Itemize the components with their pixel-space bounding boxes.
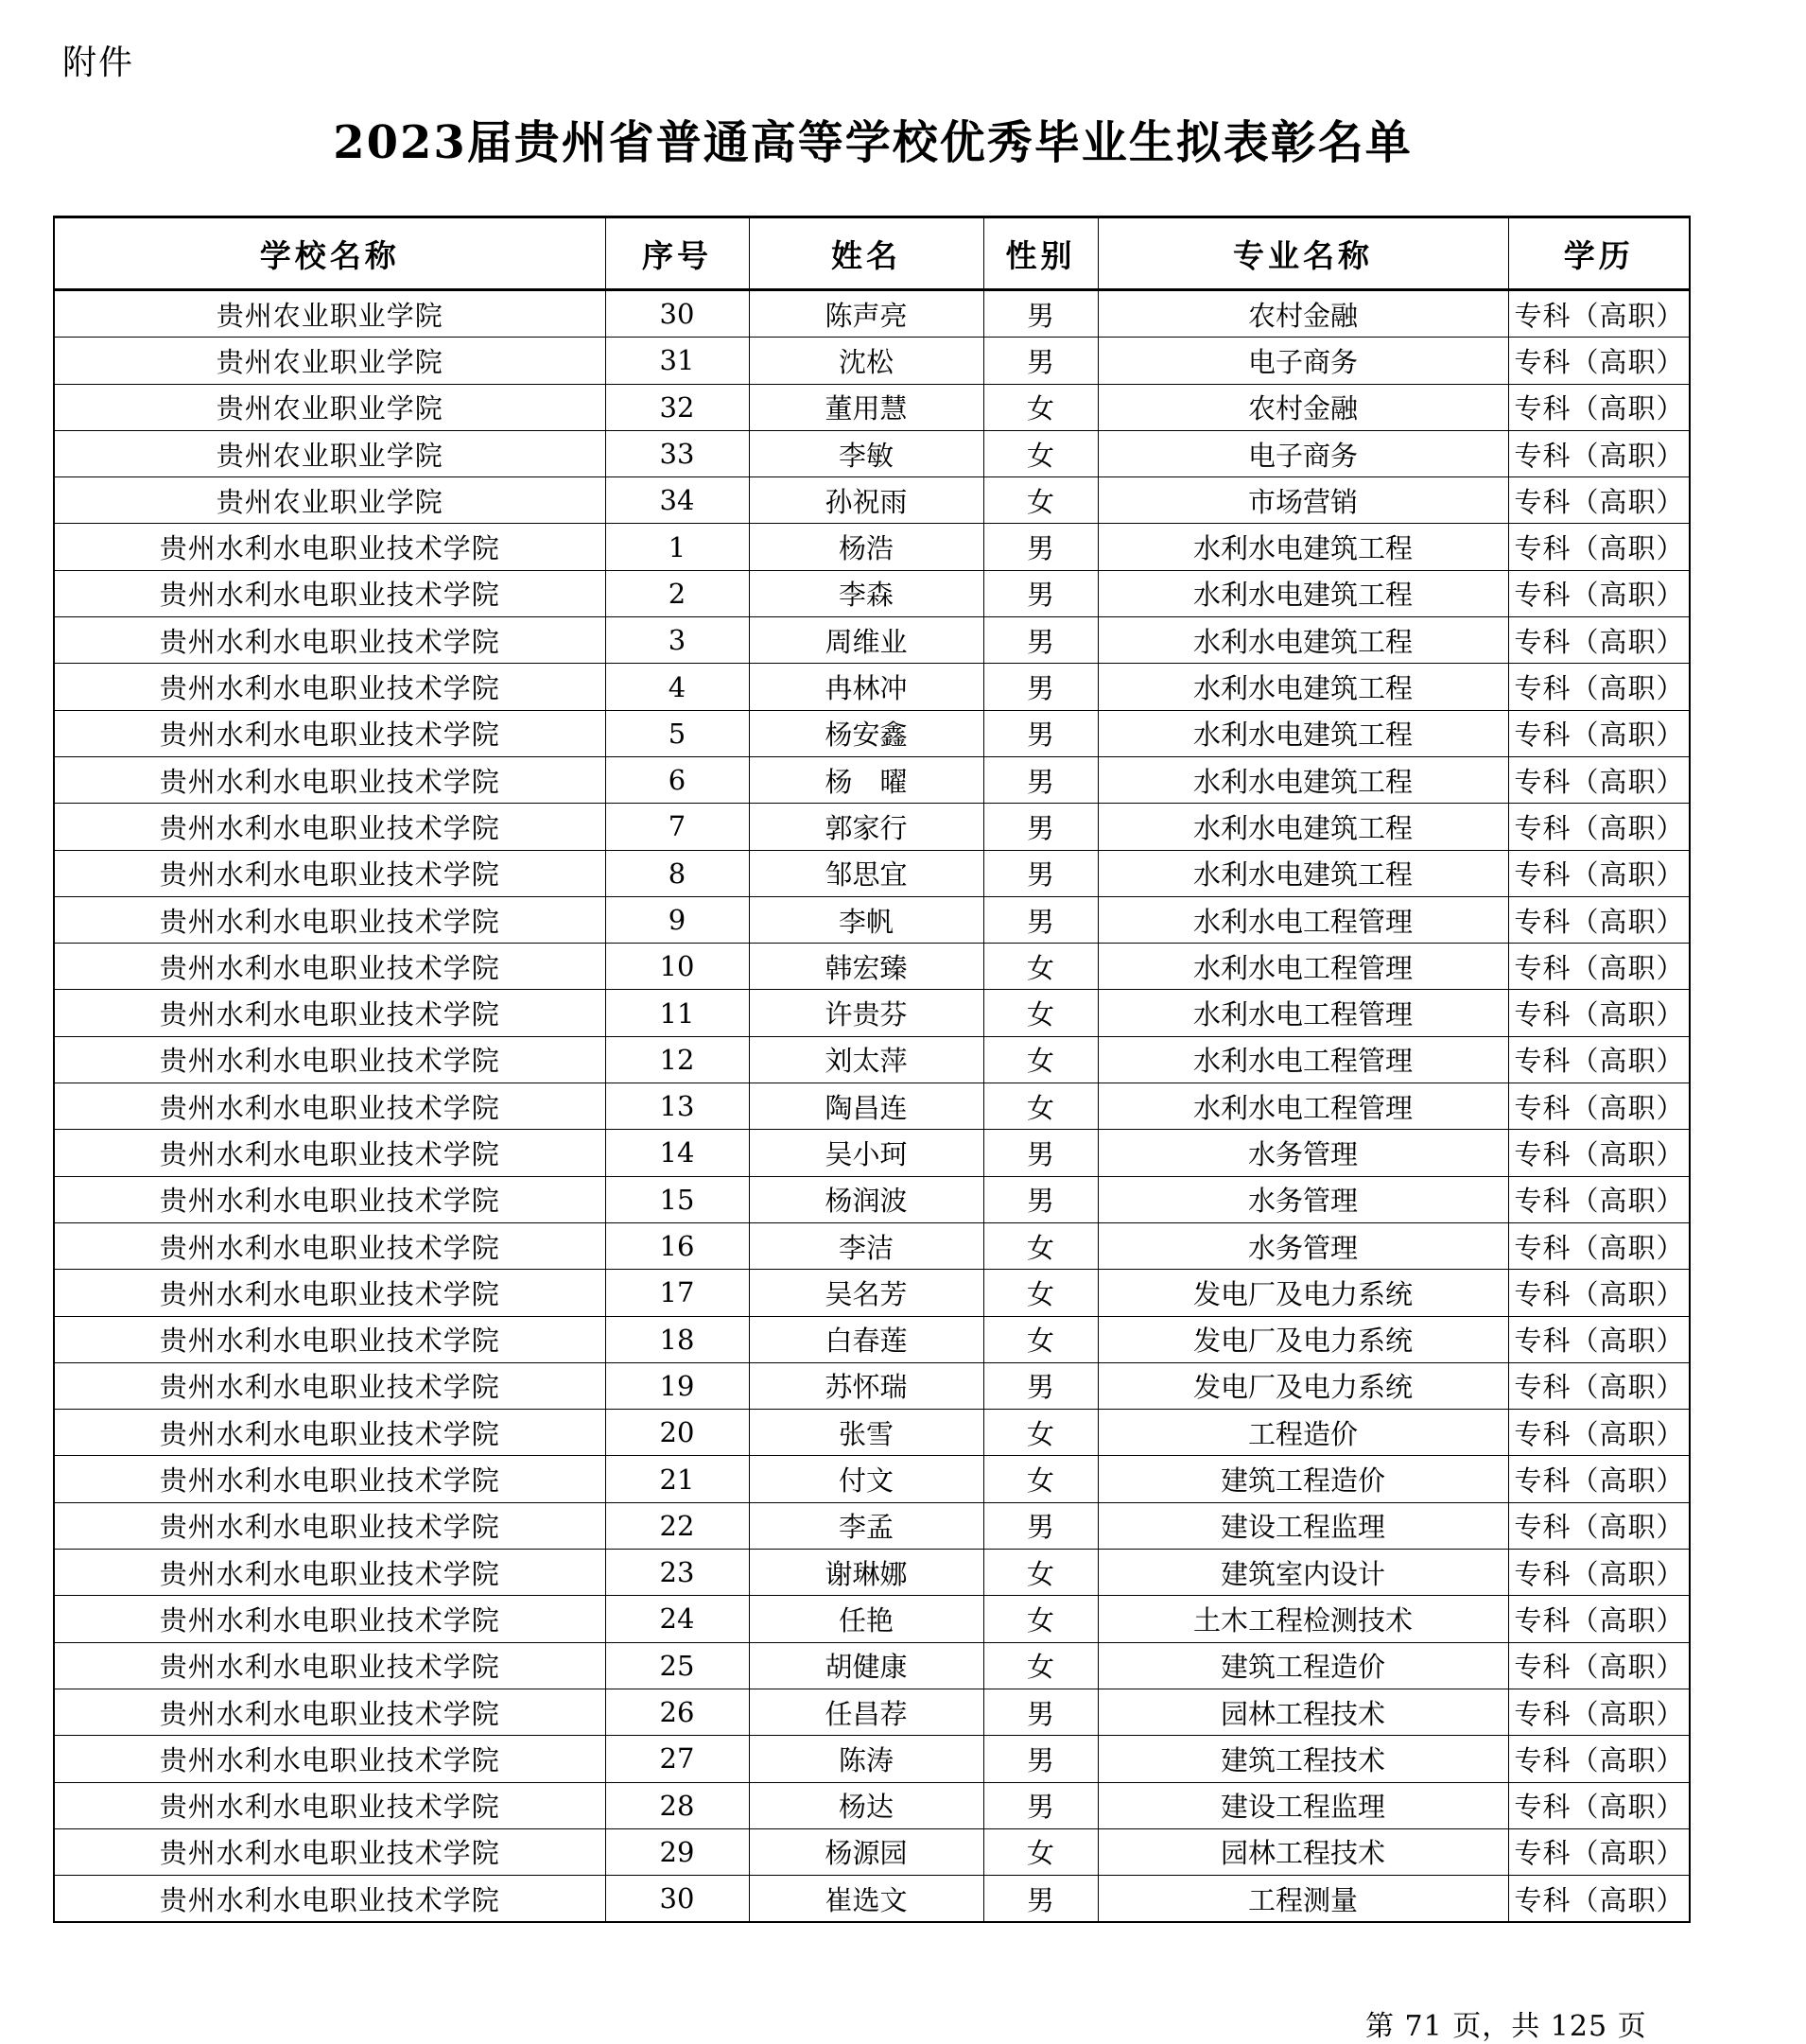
cell-gender: 女 xyxy=(983,990,1098,1036)
cell-major: 建筑室内设计 xyxy=(1098,1550,1508,1596)
cell-gender: 男 xyxy=(983,1876,1098,1923)
cell-school: 贵州水利水电职业技术学院 xyxy=(54,1502,605,1549)
cell-gender: 男 xyxy=(983,710,1098,756)
cell-school: 贵州水利水电职业技术学院 xyxy=(54,664,605,710)
cell-major: 发电厂及电力系统 xyxy=(1098,1270,1508,1316)
cell-name: 吴名芳 xyxy=(749,1270,983,1316)
table-row xyxy=(54,1456,1690,1502)
cell-school: 贵州水利水电职业技术学院 xyxy=(54,990,605,1036)
cell-education: 专科（高职） xyxy=(1508,1130,1690,1176)
table-row xyxy=(54,617,1690,664)
cell-major: 电子商务 xyxy=(1098,430,1508,476)
table-row xyxy=(54,1176,1690,1222)
cell-gender: 男 xyxy=(983,617,1098,664)
cell-gender: 男 xyxy=(983,664,1098,710)
table-row xyxy=(54,1270,1690,1316)
cell-index: 9 xyxy=(605,896,749,943)
cell-name: 付文 xyxy=(749,1456,983,1502)
cell-major: 工程测量 xyxy=(1098,1876,1508,1923)
cell-gender: 女 xyxy=(983,1456,1098,1502)
cell-education: 专科（高职） xyxy=(1508,1270,1690,1316)
cell-major: 建设工程监理 xyxy=(1098,1502,1508,1549)
cell-education: 专科（高职） xyxy=(1508,1456,1690,1502)
cell-major: 建筑工程造价 xyxy=(1098,1642,1508,1689)
cell-gender: 女 xyxy=(983,1642,1098,1689)
cell-gender: 女 xyxy=(983,1828,1098,1875)
table-row xyxy=(54,1550,1690,1596)
cell-education: 专科（高职） xyxy=(1508,1176,1690,1222)
cell-index: 13 xyxy=(605,1083,749,1130)
table-row xyxy=(54,1782,1690,1828)
cell-gender: 女 xyxy=(983,384,1098,430)
cell-major: 水利水电建筑工程 xyxy=(1098,710,1508,756)
attachment-label: 附件 xyxy=(62,43,135,82)
cell-index: 11 xyxy=(605,990,749,1036)
cell-major: 水利水电工程管理 xyxy=(1098,944,1508,990)
cell-major: 工程造价 xyxy=(1098,1410,1508,1456)
cell-name: 张雪 xyxy=(749,1410,983,1456)
cell-education: 专科（高职） xyxy=(1508,1222,1690,1269)
cell-school: 贵州水利水电职业技术学院 xyxy=(54,1456,605,1502)
table-row xyxy=(54,1130,1690,1176)
cell-index: 32 xyxy=(605,384,749,430)
cell-name: 陶昌连 xyxy=(749,1083,983,1130)
cell-gender: 男 xyxy=(983,850,1098,896)
cell-education: 专科（高职） xyxy=(1508,804,1690,850)
cell-gender: 女 xyxy=(983,1036,1098,1083)
table-row xyxy=(54,430,1690,476)
header-major: 专业名称 xyxy=(1098,217,1508,290)
cell-gender: 男 xyxy=(983,290,1098,338)
cell-name: 董用慧 xyxy=(749,384,983,430)
table-row xyxy=(54,338,1690,384)
cell-school: 贵州水利水电职业技术学院 xyxy=(54,1689,605,1735)
table-row xyxy=(54,1689,1690,1735)
cell-education: 专科（高职） xyxy=(1508,1828,1690,1875)
table-row xyxy=(54,1596,1690,1642)
cell-education: 专科（高职） xyxy=(1508,338,1690,384)
cell-school: 贵州水利水电职业技术学院 xyxy=(54,850,605,896)
table-row xyxy=(54,1502,1690,1549)
cell-name: 胡健康 xyxy=(749,1642,983,1689)
cell-school: 贵州农业职业学院 xyxy=(54,477,605,524)
cell-name: 杨安鑫 xyxy=(749,710,983,756)
table-row xyxy=(54,896,1690,943)
cell-gender: 女 xyxy=(983,1410,1098,1456)
cell-education: 专科（高职） xyxy=(1508,1736,1690,1782)
cell-gender: 女 xyxy=(983,430,1098,476)
table-row xyxy=(54,524,1690,570)
table-row xyxy=(54,710,1690,756)
cell-education: 专科（高职） xyxy=(1508,896,1690,943)
cell-name: 李敏 xyxy=(749,430,983,476)
cell-major: 水利水电建筑工程 xyxy=(1098,664,1508,710)
cell-school: 贵州水利水电职业技术学院 xyxy=(54,524,605,570)
cell-major: 农村金融 xyxy=(1098,384,1508,430)
cell-name: 杨润波 xyxy=(749,1176,983,1222)
cell-index: 19 xyxy=(605,1362,749,1409)
cell-education: 专科（高职） xyxy=(1508,384,1690,430)
cell-major: 建筑工程技术 xyxy=(1098,1736,1508,1782)
cell-school: 贵州水利水电职业技术学院 xyxy=(54,1270,605,1316)
cell-education: 专科（高职） xyxy=(1508,1036,1690,1083)
cell-education: 专科（高职） xyxy=(1508,1502,1690,1549)
cell-major: 水利水电建筑工程 xyxy=(1098,850,1508,896)
cell-gender: 男 xyxy=(983,1176,1098,1222)
cell-gender: 女 xyxy=(983,1316,1098,1362)
cell-index: 25 xyxy=(605,1642,749,1689)
cell-name: 沈松 xyxy=(749,338,983,384)
cell-name: 任艳 xyxy=(749,1596,983,1642)
cell-gender: 男 xyxy=(983,1502,1098,1549)
header-school: 学校名称 xyxy=(54,217,605,290)
cell-major: 水利水电建筑工程 xyxy=(1098,617,1508,664)
cell-index: 26 xyxy=(605,1689,749,1735)
cell-gender: 女 xyxy=(983,1083,1098,1130)
cell-gender: 男 xyxy=(983,1362,1098,1409)
cell-major: 土木工程检测技术 xyxy=(1098,1596,1508,1642)
cell-school: 贵州水利水电职业技术学院 xyxy=(54,896,605,943)
cell-index: 31 xyxy=(605,338,749,384)
cell-name: 杨达 xyxy=(749,1782,983,1828)
cell-name: 周维业 xyxy=(749,617,983,664)
cell-major: 发电厂及电力系统 xyxy=(1098,1362,1508,1409)
cell-index: 34 xyxy=(605,477,749,524)
cell-index: 5 xyxy=(605,710,749,756)
cell-index: 4 xyxy=(605,664,749,710)
cell-school: 贵州农业职业学院 xyxy=(54,290,605,338)
cell-school: 贵州水利水电职业技术学院 xyxy=(54,1596,605,1642)
cell-school: 贵州水利水电职业技术学院 xyxy=(54,1782,605,1828)
header-gender: 性别 xyxy=(983,217,1098,290)
cell-name: 李洁 xyxy=(749,1222,983,1269)
cell-school: 贵州水利水电职业技术学院 xyxy=(54,1736,605,1782)
cell-index: 14 xyxy=(605,1130,749,1176)
cell-name: 谢琳娜 xyxy=(749,1550,983,1596)
cell-education: 专科（高职） xyxy=(1508,290,1690,338)
cell-index: 27 xyxy=(605,1736,749,1782)
cell-name: 杨 曜 xyxy=(749,756,983,803)
cell-education: 专科（高职） xyxy=(1508,1316,1690,1362)
cell-major: 农村金融 xyxy=(1098,290,1508,338)
cell-education: 专科（高职） xyxy=(1508,1550,1690,1596)
cell-school: 贵州水利水电职业技术学院 xyxy=(54,1036,605,1083)
cell-index: 16 xyxy=(605,1222,749,1269)
cell-education: 专科（高职） xyxy=(1508,1083,1690,1130)
cell-major: 建设工程监理 xyxy=(1098,1782,1508,1828)
roster-table xyxy=(53,216,1691,1923)
cell-school: 贵州水利水电职业技术学院 xyxy=(54,710,605,756)
cell-education: 专科（高职） xyxy=(1508,570,1690,616)
cell-gender: 男 xyxy=(983,338,1098,384)
cell-education: 专科（高职） xyxy=(1508,1362,1690,1409)
cell-name: 白春莲 xyxy=(749,1316,983,1362)
cell-gender: 男 xyxy=(983,1736,1098,1782)
cell-gender: 男 xyxy=(983,570,1098,616)
cell-index: 22 xyxy=(605,1502,749,1549)
cell-index: 8 xyxy=(605,850,749,896)
cell-education: 专科（高职） xyxy=(1508,1876,1690,1923)
table-row xyxy=(54,990,1690,1036)
cell-education: 专科（高职） xyxy=(1508,524,1690,570)
cell-gender: 男 xyxy=(983,1782,1098,1828)
cell-major: 水利水电建筑工程 xyxy=(1098,570,1508,616)
cell-school: 贵州农业职业学院 xyxy=(54,338,605,384)
table-row xyxy=(54,290,1690,338)
cell-name: 吴小珂 xyxy=(749,1130,983,1176)
cell-name: 陈涛 xyxy=(749,1736,983,1782)
cell-education: 专科（高职） xyxy=(1508,1642,1690,1689)
cell-index: 24 xyxy=(605,1596,749,1642)
table-body xyxy=(54,290,1690,1923)
table-row xyxy=(54,1410,1690,1456)
header-name: 姓名 xyxy=(749,217,983,290)
table-row xyxy=(54,1222,1690,1269)
cell-index: 30 xyxy=(605,1876,749,1923)
cell-name: 郭家行 xyxy=(749,804,983,850)
table-row xyxy=(54,1362,1690,1409)
cell-index: 23 xyxy=(605,1550,749,1596)
cell-index: 6 xyxy=(605,756,749,803)
cell-name: 崔选文 xyxy=(749,1876,983,1923)
page-number: 第 71 页，共 125 页 xyxy=(1365,2010,1647,2043)
cell-major: 水利水电工程管理 xyxy=(1098,990,1508,1036)
cell-education: 专科（高职） xyxy=(1508,850,1690,896)
table-row xyxy=(54,384,1690,430)
cell-major: 水务管理 xyxy=(1098,1130,1508,1176)
document-title: 2023届贵州省普通高等学校优秀毕业生拟表彰名单 xyxy=(333,116,1413,169)
cell-school: 贵州水利水电职业技术学院 xyxy=(54,1083,605,1130)
cell-name: 许贵芬 xyxy=(749,990,983,1036)
cell-major: 水务管理 xyxy=(1098,1222,1508,1269)
cell-education: 专科（高职） xyxy=(1508,1410,1690,1456)
header-index: 序号 xyxy=(605,217,749,290)
cell-name: 杨浩 xyxy=(749,524,983,570)
cell-major: 水利水电工程管理 xyxy=(1098,1083,1508,1130)
cell-major: 水利水电建筑工程 xyxy=(1098,524,1508,570)
table-row xyxy=(54,944,1690,990)
table-row xyxy=(54,664,1690,710)
cell-index: 15 xyxy=(605,1176,749,1222)
cell-name: 李帆 xyxy=(749,896,983,943)
cell-index: 20 xyxy=(605,1410,749,1456)
cell-index: 10 xyxy=(605,944,749,990)
cell-school: 贵州水利水电职业技术学院 xyxy=(54,1642,605,1689)
cell-school: 贵州水利水电职业技术学院 xyxy=(54,1222,605,1269)
cell-major: 园林工程技术 xyxy=(1098,1828,1508,1875)
cell-name: 孙祝雨 xyxy=(749,477,983,524)
table-row xyxy=(54,1316,1690,1362)
cell-major: 水利水电建筑工程 xyxy=(1098,804,1508,850)
cell-major: 水利水电建筑工程 xyxy=(1098,756,1508,803)
cell-school: 贵州水利水电职业技术学院 xyxy=(54,804,605,850)
cell-name: 冉林冲 xyxy=(749,664,983,710)
cell-index: 30 xyxy=(605,290,749,338)
cell-name: 刘太萍 xyxy=(749,1036,983,1083)
cell-education: 专科（高职） xyxy=(1508,617,1690,664)
cell-gender: 女 xyxy=(983,1270,1098,1316)
table-row xyxy=(54,850,1690,896)
cell-gender: 女 xyxy=(983,1222,1098,1269)
table-row xyxy=(54,1736,1690,1782)
cell-major: 电子商务 xyxy=(1098,338,1508,384)
table-row xyxy=(54,570,1690,616)
cell-school: 贵州水利水电职业技术学院 xyxy=(54,1316,605,1362)
cell-education: 专科（高职） xyxy=(1508,1596,1690,1642)
cell-gender: 男 xyxy=(983,896,1098,943)
header-education: 学历 xyxy=(1508,217,1690,290)
cell-school: 贵州水利水电职业技术学院 xyxy=(54,1876,605,1923)
cell-name: 杨源园 xyxy=(749,1828,983,1875)
cell-school: 贵州水利水电职业技术学院 xyxy=(54,1410,605,1456)
cell-major: 园林工程技术 xyxy=(1098,1689,1508,1735)
table-row xyxy=(54,756,1690,803)
cell-index: 3 xyxy=(605,617,749,664)
cell-name: 陈声亮 xyxy=(749,290,983,338)
cell-education: 专科（高职） xyxy=(1508,664,1690,710)
cell-education: 专科（高职） xyxy=(1508,756,1690,803)
cell-index: 21 xyxy=(605,1456,749,1502)
cell-name: 任昌荐 xyxy=(749,1689,983,1735)
cell-index: 12 xyxy=(605,1036,749,1083)
table-row xyxy=(54,1036,1690,1083)
cell-school: 贵州水利水电职业技术学院 xyxy=(54,1130,605,1176)
table-row xyxy=(54,1876,1690,1923)
cell-name: 邹思宜 xyxy=(749,850,983,896)
cell-index: 29 xyxy=(605,1828,749,1875)
cell-school: 贵州水利水电职业技术学院 xyxy=(54,1362,605,1409)
cell-major: 水务管理 xyxy=(1098,1176,1508,1222)
cell-major: 发电厂及电力系统 xyxy=(1098,1316,1508,1362)
cell-gender: 男 xyxy=(983,1689,1098,1735)
cell-education: 专科（高职） xyxy=(1508,944,1690,990)
cell-index: 28 xyxy=(605,1782,749,1828)
cell-gender: 女 xyxy=(983,1550,1098,1596)
cell-education: 专科（高职） xyxy=(1508,430,1690,476)
cell-education: 专科（高职） xyxy=(1508,710,1690,756)
cell-name: 李森 xyxy=(749,570,983,616)
cell-school: 贵州水利水电职业技术学院 xyxy=(54,570,605,616)
cell-school: 贵州水利水电职业技术学院 xyxy=(54,944,605,990)
cell-index: 18 xyxy=(605,1316,749,1362)
cell-school: 贵州水利水电职业技术学院 xyxy=(54,1176,605,1222)
cell-education: 专科（高职） xyxy=(1508,990,1690,1036)
cell-education: 专科（高职） xyxy=(1508,1689,1690,1735)
cell-index: 1 xyxy=(605,524,749,570)
cell-school: 贵州水利水电职业技术学院 xyxy=(54,1550,605,1596)
cell-gender: 女 xyxy=(983,944,1098,990)
cell-major: 水利水电工程管理 xyxy=(1098,896,1508,943)
cell-index: 33 xyxy=(605,430,749,476)
cell-gender: 女 xyxy=(983,1596,1098,1642)
cell-name: 李孟 xyxy=(749,1502,983,1549)
cell-index: 17 xyxy=(605,1270,749,1316)
table-row xyxy=(54,1828,1690,1875)
cell-index: 7 xyxy=(605,804,749,850)
cell-name: 苏怀瑞 xyxy=(749,1362,983,1409)
cell-education: 专科（高职） xyxy=(1508,477,1690,524)
cell-major: 水利水电工程管理 xyxy=(1098,1036,1508,1083)
cell-gender: 男 xyxy=(983,524,1098,570)
cell-gender: 男 xyxy=(983,1130,1098,1176)
table-header-row xyxy=(54,217,1690,290)
table-row xyxy=(54,1083,1690,1130)
cell-major: 市场营销 xyxy=(1098,477,1508,524)
cell-gender: 男 xyxy=(983,804,1098,850)
cell-name: 韩宏臻 xyxy=(749,944,983,990)
cell-education: 专科（高职） xyxy=(1508,1782,1690,1828)
cell-school: 贵州农业职业学院 xyxy=(54,384,605,430)
cell-major: 建筑工程造价 xyxy=(1098,1456,1508,1502)
cell-school: 贵州农业职业学院 xyxy=(54,430,605,476)
cell-gender: 男 xyxy=(983,756,1098,803)
cell-index: 2 xyxy=(605,570,749,616)
table-row xyxy=(54,477,1690,524)
table-row xyxy=(54,1642,1690,1689)
cell-school: 贵州水利水电职业技术学院 xyxy=(54,756,605,803)
cell-gender: 女 xyxy=(983,477,1098,524)
table-row xyxy=(54,804,1690,850)
cell-school: 贵州水利水电职业技术学院 xyxy=(54,1828,605,1875)
cell-school: 贵州水利水电职业技术学院 xyxy=(54,617,605,664)
